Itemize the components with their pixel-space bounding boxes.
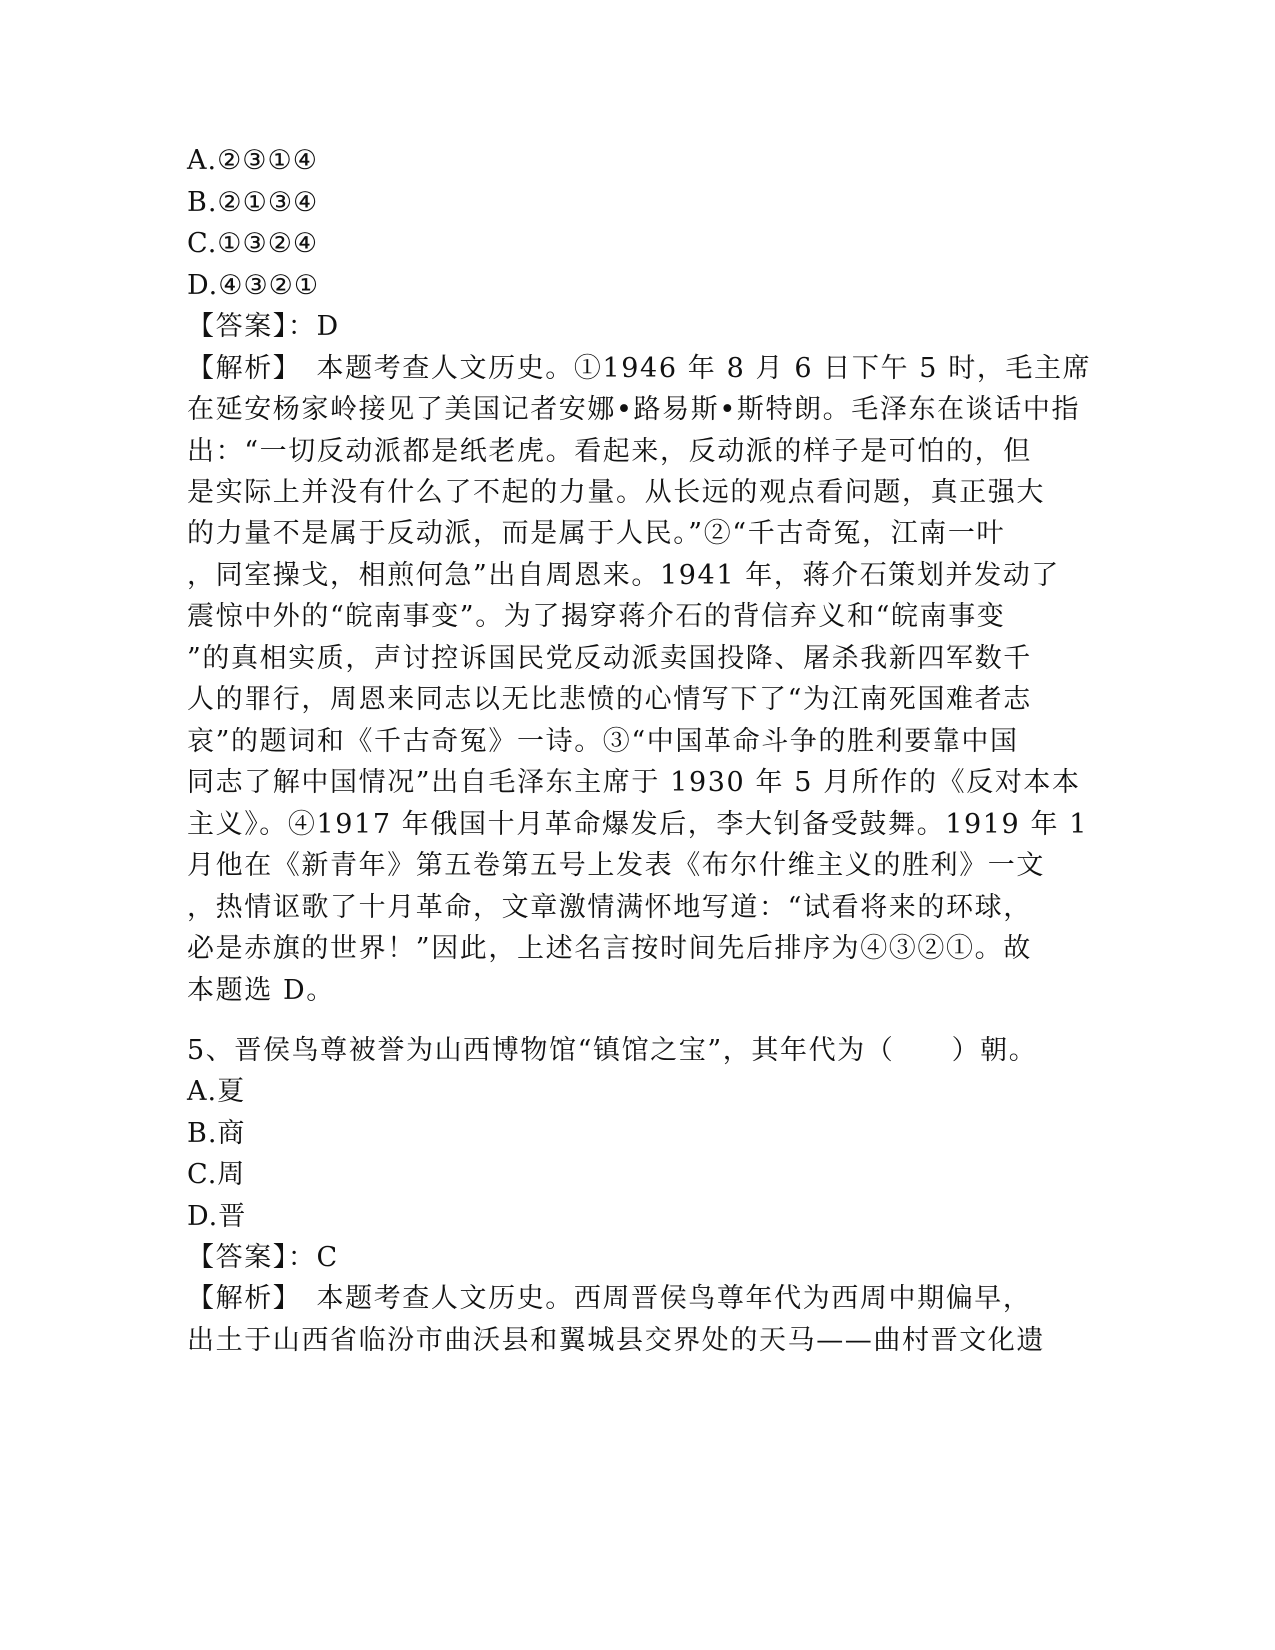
q4-analysis-line: 主义》。④1917 年俄国十月革命爆发后，李大钊备受鼓舞。1919 年 1 [187,809,1089,840]
q4-analysis-line: ”的真相实质，声讨控诉国民党反动派卖国投降、屠杀我新四军数千 [187,643,1032,674]
q4-analysis-line: 必是赤旗的世界！”因此，上述名言按时间先后排序为④③②①。故 [187,933,1032,964]
q4-analysis-line: 是实际上并没有什么了不起的力量。从长远的观点看问题，真正强大 [187,477,1045,508]
q4-analysis-line: 【解析】 本题考查人文历史。①1946 年 8 月 6 日下午 5 时，毛主席 [187,353,1092,384]
q5-option-b: B.商 [187,1118,246,1149]
q5-analysis-line: 【解析】 本题考查人文历史。西周晋侯鸟尊年代为西周中期偏早， [187,1283,1032,1314]
q4-analysis-line: 同志了解中国情况”出自毛泽东主席于 1930 年 5 月所作的《反对本本 [187,767,1081,798]
q4-analysis-line: 本题选 D。 [187,975,335,1006]
q5-question: 5、晋侯鸟尊被誉为山西博物馆“镇馆之宝”，其年代为（ ）朝。 [187,1035,1038,1066]
q5-option-d: D.晋 [187,1201,247,1232]
q4-option-d: D.④③②① [187,270,320,301]
q4-analysis-line: 在延安杨家岭接见了美国记者安娜•路易斯•斯特朗。毛泽东在谈话中指 [187,394,1081,425]
q4-analysis-line: 人的罪行，周恩来同志以无比悲愤的心情写下了“为江南死国难者志 [187,684,1032,715]
q4-analysis-line: ，热情讴歌了十月革命，文章激情满怀地写道：“试看将来的环球， [187,892,1032,923]
q4-analysis-line: 哀”的题词和《千古奇冤》一诗。③“中国革命斗争的胜利要靠中国 [187,726,1019,757]
q4-analysis-line: 震惊中外的“皖南事变”。为了揭穿蒋介石的背信弃义和“皖南事变 [187,601,1006,632]
q5-answer: 【答案】：C [187,1242,339,1273]
q5-option-a: A.夏 [187,1076,246,1107]
q4-option-a: A.②③①④ [187,145,318,176]
q5-analysis-line: 出土于山西省临汾市曲沃县和翼城县交界处的天马——曲村晋文化遗 [187,1325,1045,1356]
q4-analysis-line: ，同室操戈，相煎何急”出自周恩来。1941 年，蒋介石策划并发动了 [187,560,1060,591]
q4-analysis-line: 出：“一切反动派都是纸老虎。看起来，反动派的样子是可怕的，但 [187,436,1032,467]
q4-option-b: B.②①③④ [187,187,319,218]
q4-analysis-line: 的力量不是属于反动派，而是属于人民。”②“千古奇冤，江南一叶 [187,518,1006,549]
q4-answer: 【答案】：D [187,311,340,342]
q4-option-c: C.①③②④ [187,228,319,259]
q5-option-c: C.周 [187,1159,246,1190]
q4-analysis-line: 月他在《新青年》第五卷第五号上发表《布尔什维主义的胜利》一文 [187,850,1045,881]
